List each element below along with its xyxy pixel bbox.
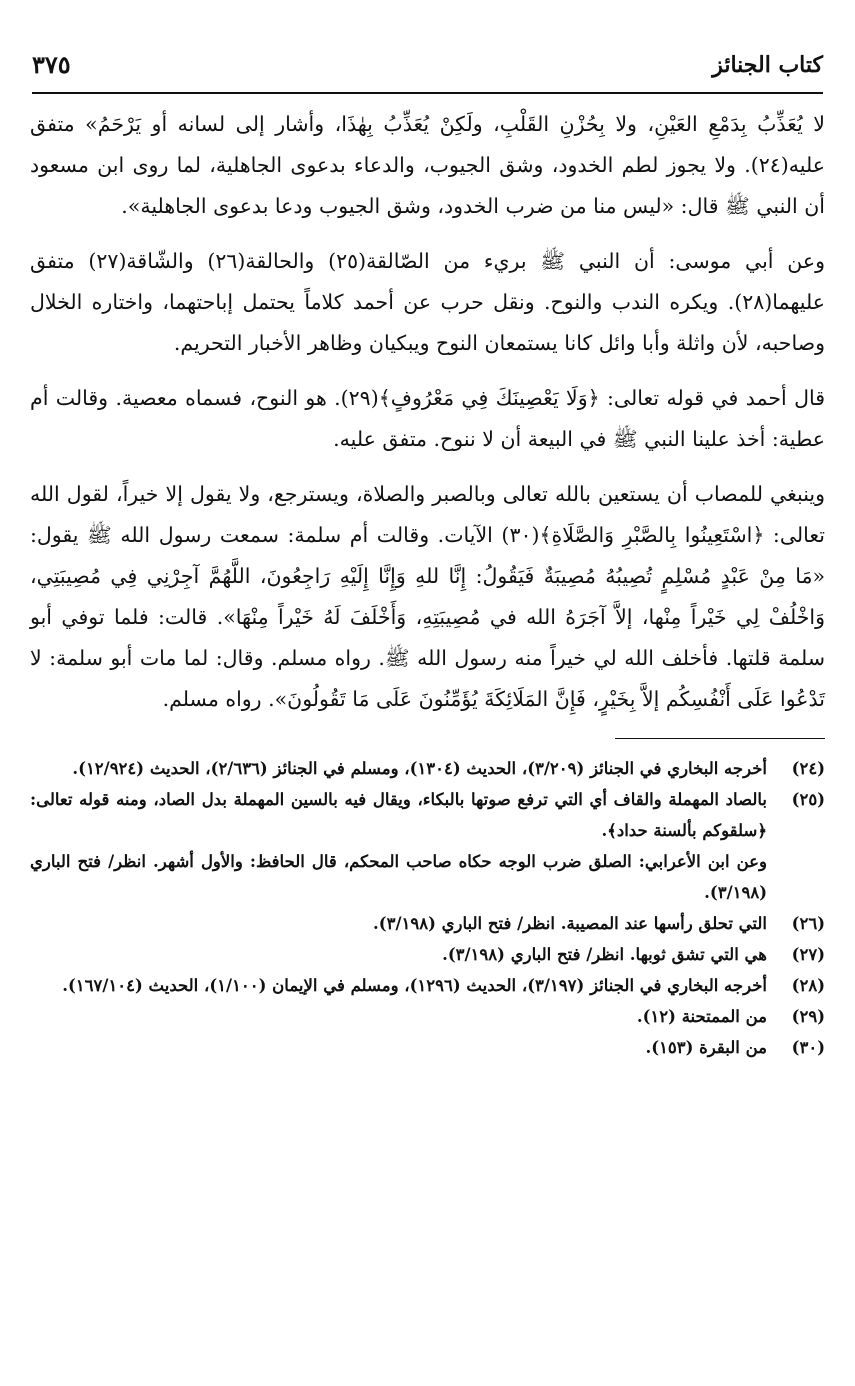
footnote — [30, 784, 825, 846]
footnote — [30, 1032, 825, 1063]
footnote — [30, 970, 825, 1001]
page-number: ٣٧٥ — [32, 50, 71, 79]
footnote-number: (٢٥) — [791, 790, 825, 809]
footnote — [30, 908, 825, 939]
footnote-number: (٢٩) — [791, 1007, 825, 1026]
footnote-rule — [615, 738, 825, 739]
chapter-title: كتاب الجنائز — [712, 52, 823, 78]
paragraph: وينبغي للمصاب أن يستعين بالله تعالى وبالصبر والصلاة، ويسترجع، ولا يقول إلا خيراً، لقول الله تعالى: ﴿اسْتَعِينُوا بِالصَّبْرِ وَالصَّلَاةِ﴾(٣٠) الآيات. وقالت أم سلمة: سمعت رسول الله ﷺ يقول: «مَا مِنْ عَبْدٍ مُسْلِمٍ تُصِيبُهُ مُصِيبَةٌ فَيَقُولُ: إِنَّا للهِ وَإِنَّا إِلَيْهِ رَاجِعُونَ، اللَّهُمَّ آجِرْنِي فِي مُصِيبَتِي، وَاخْلُفْ لِي خَيْراً مِنْها، إلاَّ آجَرَهُ الله في مُصِيبَتِهِ، وَأَخْلَفَ لَهُ خَيْراً مِنْهَا». قالت: فلما توفي أبو سلمة قلتها. فأخلف الله لي خيراً منه رسول الله ﷺ. رواه مسلم. وقال: لما مات أبو سلمة: لا تَدْعُوا عَلَى أَنْفُسِكُم إلاَّ بِخَيْرٍ، فَإِنَّ المَلَائِكَةَ يُؤَمِّنُونَ عَلَى مَا تَقُولُونَ». رواه مسلم. — [30, 482, 826, 711]
footnote-text: هي التي تشق ثوبها. انظر/ فتح الباري (٣/١٩٨). — [442, 945, 767, 964]
footnote-number: (٢٦) — [791, 914, 825, 933]
header-rule — [32, 92, 823, 94]
footnote — [30, 939, 825, 970]
page-header — [30, 48, 825, 88]
footnote-text: التي تحلق رأسها عند المصيبة. انظر/ فتح الباري (٣/١٩٨). — [373, 914, 767, 933]
footnote — [30, 1001, 825, 1032]
footnote-text: أخرجه البخاري في الجنائز (٣/١٩٧)، الحديث (١٢٩٦)، ومسلم في الإيمان (١/١٠٠)، الحديث (١٦٧/١٠٤). — [62, 976, 767, 995]
footnotes — [30, 753, 825, 1063]
footnote-number: (٢٧) — [791, 945, 825, 964]
footnote-number: (٣٠) — [791, 1038, 825, 1057]
main-text — [30, 104, 825, 720]
footnote-number: (٢٨) — [791, 976, 825, 995]
footnote-text: بالصاد المهملة والقاف أي التي ترفع صوتها بالبكاء، ويقال فيه بالسين المهملة بدل الصاد، ومنه قوله تعالى: ﴿سلقوكم بألسنة حداد﴾. — [30, 790, 767, 840]
footnote-continuation: وعن ابن الأعرابي: الصلق ضرب الوجه حكاه صاحب المحكم، قال الحافظ: والأول أشهر. انظر/ فتح الباري (٣/١٩٨). — [30, 852, 767, 902]
footnote-text: أخرجه البخاري في الجنائز (٣/٢٠٩)، الحديث (١٣٠٤)، ومسلم في الجنائز (٢/٦٣٦)، الحديث (١٢/٩٢٤). — [72, 759, 767, 778]
footnote-text: من البقرة (١٥٣). — [645, 1038, 767, 1057]
paragraph: وعن أبي موسى: أن النبي ﷺ بريء من الصّالقة(٢٥) والحالقة(٢٦) والشّاقة(٢٧) متفق عليهما(٢٨). ويكره الندب والنوح. ونقل حرب عن أحمد كلاماً يحتمل إباحتهما، واختاره الخلال وصاحبه، لأن واثلة وأبا وائل كانا يستمعان النوح ويبكيان وظاهر الأخبار التحريم. — [30, 249, 825, 355]
paragraph: لا يُعَذِّبُ بِدَمْعِ العَيْنِ، ولا بِحُزْنِ القَلْبِ، ولَكِنْ يُعَذِّبُ بِهٰذَا، وأشار إلى لسانه أو يَرْحَمُ» متفق عليه(٢٤). ولا يجوز لطم الخدود، وشق الجيوب، والدعاء بدعوى الجاهلية، لما روى ابن مسعود أن النبي ﷺ قال: «ليس منا من ضرب الخدود، وشق الجيوب ودعا بدعوى الجاهلية». — [30, 112, 825, 218]
footnote-number: (٢٤) — [791, 759, 825, 778]
footnote-text: من الممتحنة (١٢). — [636, 1007, 767, 1026]
footnote — [30, 753, 825, 784]
paragraph: قال أحمد في قوله تعالى: ﴿وَلَا يَعْصِينَكَ فِي مَعْرُوفٍ﴾(٢٩). هو النوح، فسماه معصية. وقالت أم عطية: أخذ علينا النبي ﷺ في البيعة أن لا ننوح. متفق عليه. — [30, 386, 826, 451]
